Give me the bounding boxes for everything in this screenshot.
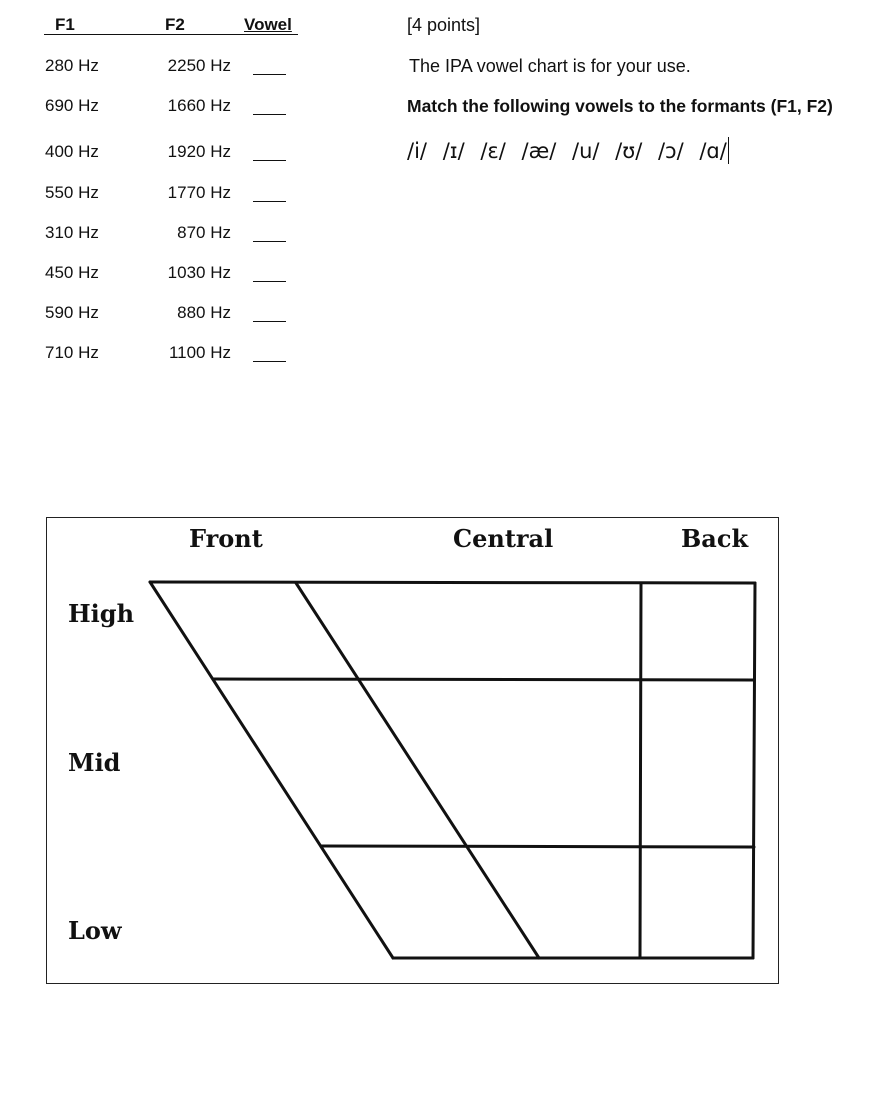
vowel-answer-blank[interactable] <box>253 74 286 75</box>
chart-front-edge <box>150 582 393 958</box>
row-label-low: Low <box>68 916 122 945</box>
chart-note: The IPA vowel chart is for your use. <box>409 56 691 76</box>
f1-header: F1 <box>55 15 75 34</box>
vowel-answer-blank[interactable] <box>253 160 286 161</box>
vowel-answer-blank[interactable] <box>253 361 286 362</box>
f2-value: 1100 Hz <box>168 343 231 362</box>
f1-value: 280 Hz <box>45 56 99 75</box>
row-label-mid: Mid <box>68 748 121 777</box>
vowel-answer-blank[interactable] <box>253 114 286 115</box>
f1-value: 450 Hz <box>45 263 99 282</box>
f2-value: 870 Hz <box>177 223 231 242</box>
vowel-symbol: /ɔ/ <box>657 139 684 163</box>
f2-value: 1770 Hz <box>167 183 231 202</box>
vowel-symbol: /æ/ <box>521 139 557 163</box>
vowel-symbol: /ɪ/ <box>442 139 465 163</box>
f1-value: 590 Hz <box>45 303 99 322</box>
chart-mid-low-divider <box>321 846 754 847</box>
vowel-symbol: /ɛ/ <box>480 139 506 163</box>
f2-value: 2250 Hz <box>167 56 231 75</box>
vowel-answer-blank[interactable] <box>253 281 286 282</box>
vowel-header: Vowel <box>244 15 292 34</box>
f2-value: 880 Hz <box>177 303 231 322</box>
chart-high-mid-divider <box>213 679 754 680</box>
vowel-symbol: /ʊ/ <box>615 139 643 163</box>
chart-central-divider <box>296 583 539 958</box>
vowel-answer-blank[interactable] <box>253 201 286 202</box>
f2-value: 1030 Hz <box>167 263 231 282</box>
text-cursor <box>728 137 729 164</box>
f1-value: 310 Hz <box>45 223 99 242</box>
points-label: [4 points] <box>407 15 481 35</box>
row-label-high: High <box>68 599 135 628</box>
vowel-symbol: /i/ <box>407 139 427 163</box>
vowel-answer-blank[interactable] <box>253 321 286 322</box>
column-label-central: Central <box>453 524 554 553</box>
f1-value: 400 Hz <box>45 142 99 161</box>
f2-header: F2 <box>165 15 185 34</box>
f2-value: 1920 Hz <box>167 142 231 161</box>
f1-value: 550 Hz <box>45 183 99 202</box>
chart-top-edge <box>150 582 755 583</box>
column-label-back: Back <box>681 524 749 553</box>
chart-back-edge <box>753 583 755 958</box>
header-underline <box>44 34 298 35</box>
column-label-front: Front <box>189 524 263 553</box>
vowel-symbol: /ɑ/ <box>699 139 727 163</box>
vowel-list[interactable] <box>407 137 738 164</box>
f1-value: 690 Hz <box>45 96 99 115</box>
f1-value: 710 Hz <box>45 343 99 362</box>
vowel-symbol: /u/ <box>572 139 600 163</box>
ipa-vowel-chart <box>46 517 779 984</box>
f2-value: 1660 Hz <box>167 96 231 115</box>
chart-back-divider <box>640 583 641 958</box>
task-instruction: Match the following vowels to the formants (F1, F2) <box>407 96 833 116</box>
vowel-answer-blank[interactable] <box>253 241 286 242</box>
